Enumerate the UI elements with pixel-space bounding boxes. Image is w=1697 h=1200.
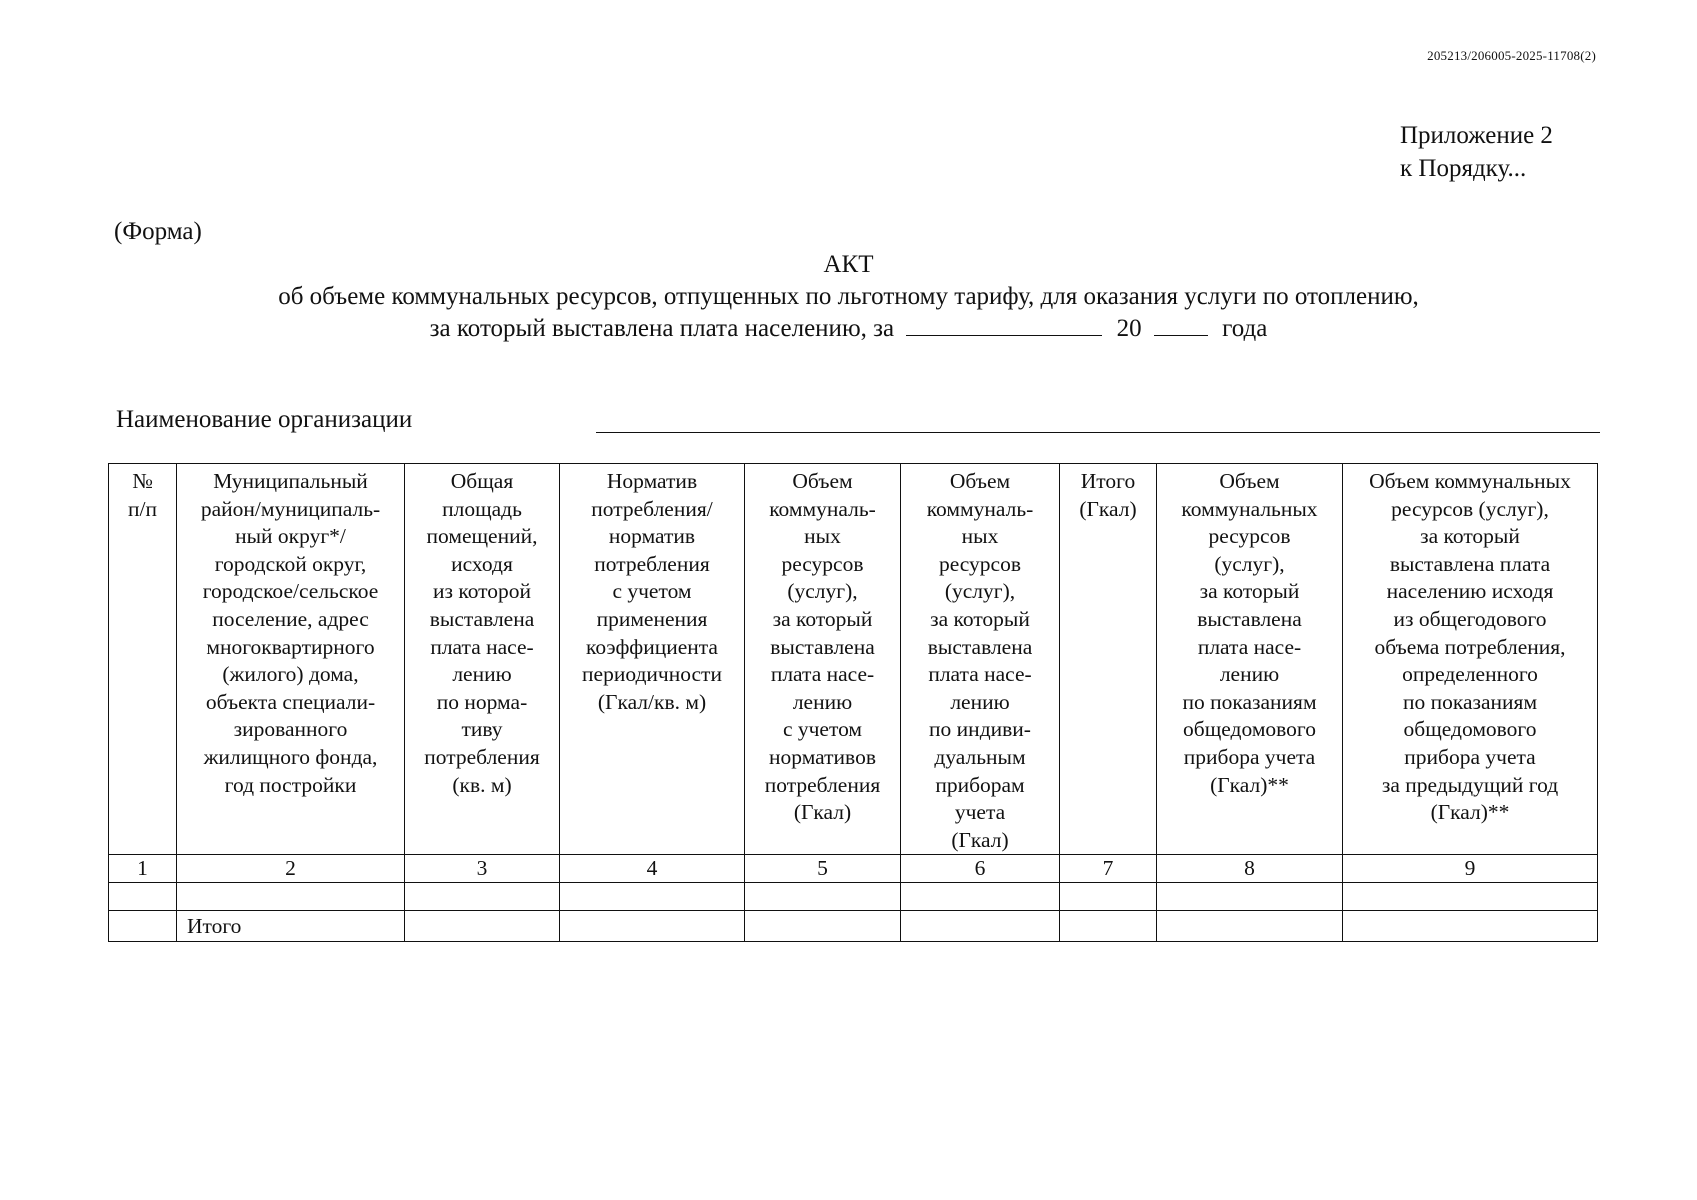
table-cell[interactable] [745, 911, 901, 942]
document-title [100, 249, 1597, 345]
title-line-2-suffix: года [1222, 315, 1268, 342]
table-cell[interactable] [1343, 911, 1598, 942]
table-cell[interactable] [405, 883, 560, 911]
column-number: 4 [560, 855, 745, 883]
table-cell[interactable] [1343, 883, 1598, 911]
title-line-1: об объеме коммунальных ресурсов, отпущенных по льготному тарифу, для оказания услуги по отоплению, [278, 283, 1419, 310]
title-heading: АКТ [823, 251, 874, 278]
column-number: 2 [177, 855, 405, 883]
table-cell[interactable] [1157, 911, 1343, 942]
title-line-2 [100, 313, 1597, 345]
title-line-2-prefix: за который выставлена плата населению, за [429, 315, 895, 342]
organization-name-field[interactable] [596, 432, 1600, 433]
act-table [108, 463, 1598, 942]
column-number: 3 [405, 855, 560, 883]
header-total-gcal: Итого (Гкал) [1060, 464, 1157, 855]
table-header-row [109, 464, 1598, 855]
table-row [109, 883, 1598, 911]
header-volume-by-annual-consumption: Объем коммунальных ресурсов (услуг), за который выставлена плата населению исходя из общегодового объема потребления, определенного по показаниям общедомового прибора учета за предыдущий год (Гкал)** [1343, 464, 1598, 855]
header-location: Муниципальный район/муниципаль- ный округ*/ городской округ, городское/сельское поселение, адрес многоквартирного (жилого) дома, объекта специали- зированного жилищного фонда, год постройки [177, 464, 405, 855]
header-consumption-norm: Норматив потребления/ норматив потребления с учетом применения коэффициента периодичности (Гкал/кв. м) [560, 464, 745, 855]
period-blank-field[interactable] [906, 313, 1102, 336]
table-cell[interactable] [177, 883, 405, 911]
table-cell[interactable] [405, 911, 560, 942]
table-cell[interactable] [901, 883, 1060, 911]
header-row-number: № п/п [109, 464, 177, 855]
table-cell[interactable] [1060, 911, 1157, 942]
table-cell[interactable] [745, 883, 901, 911]
header-total-area: Общая площадь помещений, исходя из которой выставлена плата насе- лению по норма- тиву потребления (кв. м) [405, 464, 560, 855]
form-label: (Форма) [114, 218, 202, 245]
appendix-reference [1400, 119, 1553, 185]
column-number: 1 [109, 855, 177, 883]
table-cell[interactable] [901, 911, 1060, 942]
header-volume-by-norms: Объем коммуналь- ных ресурсов (услуг), за который выставлена плата насе- лению с учетом нормативов потребления (Гкал) [745, 464, 901, 855]
header-volume-by-individual-meters: Объем коммуналь- ных ресурсов (услуг), за который выставлена плата насе- лению по индиви- дуальным приборам учета (Гкал) [901, 464, 1060, 855]
table-cell[interactable] [1060, 883, 1157, 911]
document-registration-number: 205213/206005-2025-11708(2) [1427, 48, 1596, 63]
table-cell[interactable] [109, 911, 177, 942]
total-row [109, 911, 1598, 942]
column-number: 6 [901, 855, 1060, 883]
table-cell[interactable] [560, 911, 745, 942]
column-number: 5 [745, 855, 901, 883]
column-number-row [109, 855, 1598, 883]
table-cell[interactable] [109, 883, 177, 911]
organization-label: Наименование организации [116, 406, 413, 433]
column-number: 7 [1060, 855, 1157, 883]
column-number: 8 [1157, 855, 1343, 883]
year-blank-field[interactable] [1154, 313, 1208, 336]
table-cell[interactable] [1157, 883, 1343, 911]
header-volume-by-common-meter: Объем коммунальных ресурсов (услуг), за который выставлена плата насе- лению по показаниям общедомового прибора учета (Гкал)** [1157, 464, 1343, 855]
title-year-prefix: 20 [1116, 315, 1142, 342]
appendix-line-2: к Порядку... [1400, 155, 1527, 182]
total-label: Итого [177, 911, 405, 942]
appendix-line-1: Приложение 2 [1400, 122, 1553, 149]
table-cell[interactable] [560, 883, 745, 911]
column-number: 9 [1343, 855, 1598, 883]
